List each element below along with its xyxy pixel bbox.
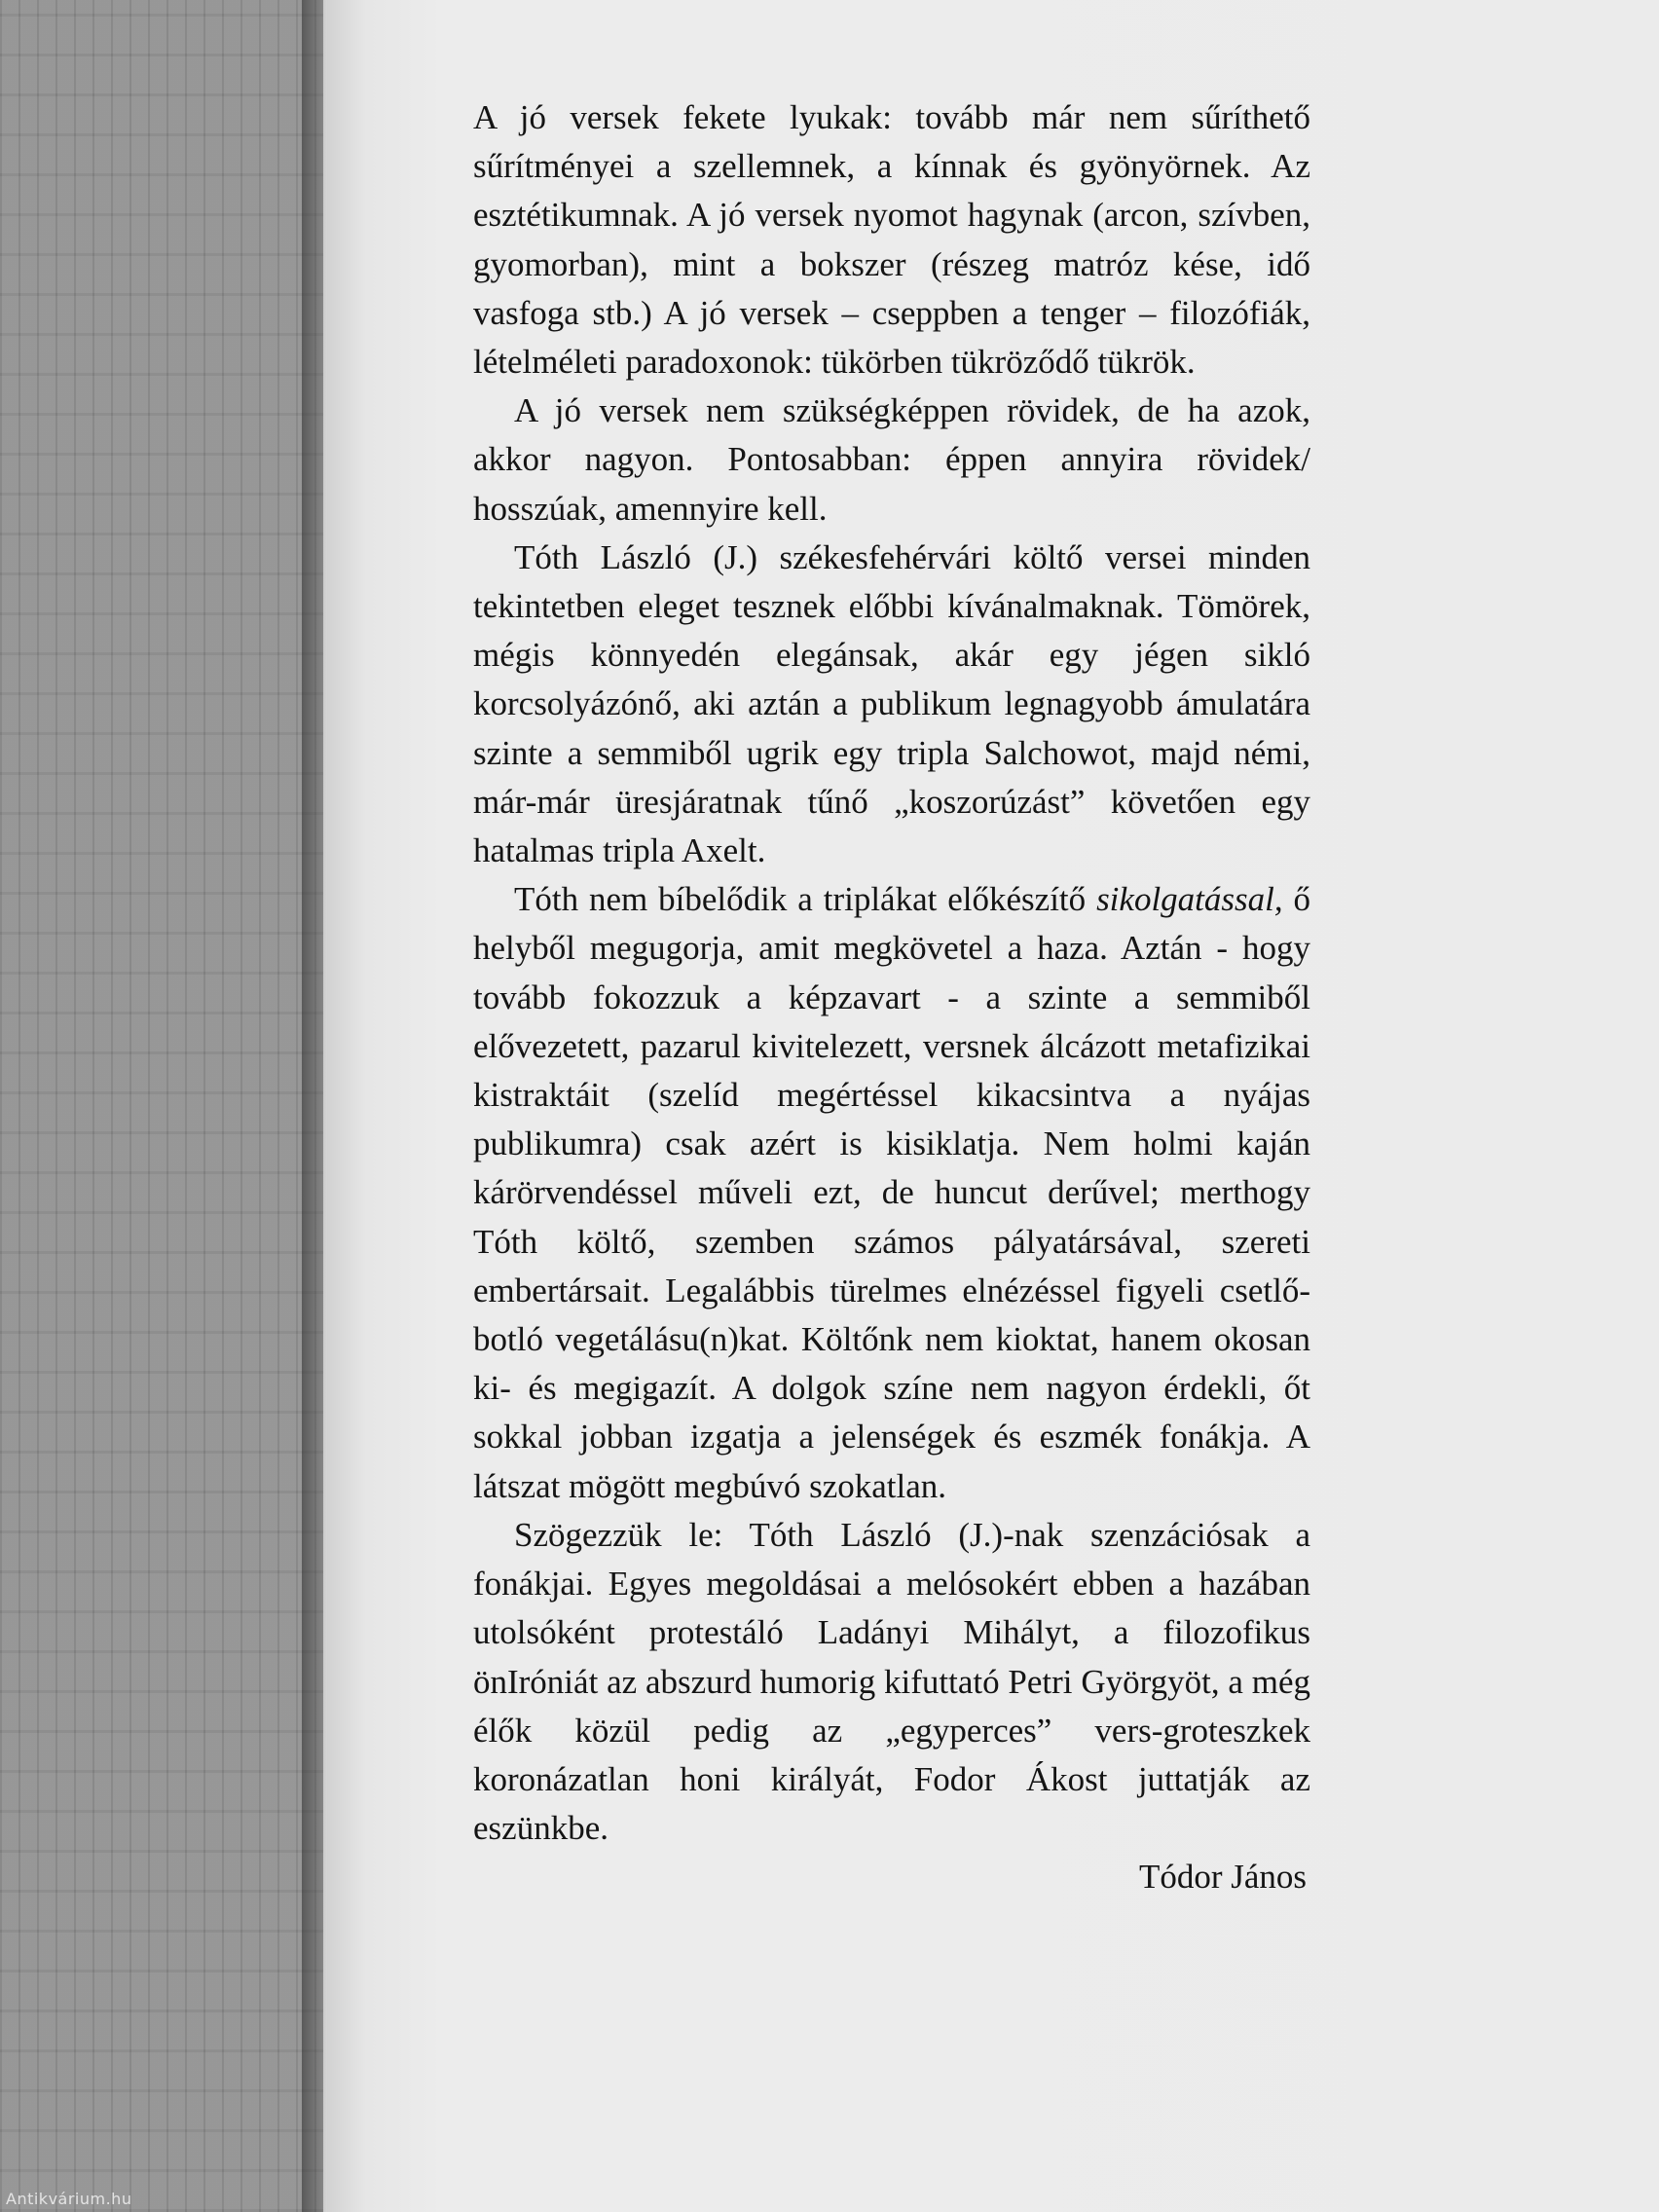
spine-shadow	[302, 0, 327, 2212]
paragraph-4-start: Tóth nem bíbelődik a triplákat előkészítő	[514, 880, 1087, 919]
back-cover-text	[473, 93, 1310, 1902]
paragraph-4	[473, 875, 1310, 1511]
paragraph-5: Szögezzük le: Tóth László (J.)-nak szenzációsak a fonákjai. Egyes megoldásai a melósokért ebben a hazában utolsóként protestáló Ladányi Mihályt, a filozofikus önIróniát az abszurd humorig kifuttató Petri Györgyöt, a még élők közül pedig az „egyperces” vers-groteszkek koronázatlan honi királyát, Fodor Ákost juttatják az eszünkbe.	[473, 1515, 1310, 1848]
paragraph-2: A jó versek nem szükségképpen rövidek, de ha azok, akkor nagyon. Pontosabban: éppen annyira rövidek/ hosszúak, amennyire kell.	[473, 391, 1310, 528]
author-signature: Tódor János	[1138, 1858, 1307, 1897]
paragraph-3: Tóth László (J.) székesfehérvári költő versei minden tekintetben eleget tesznek előbbi kívánalmaknak. Tömörek, mégis könnyedén elegánsak, akár egy jégen sikló korcsolyázónő, aki aztán a publikum legnagyobb ámulatára szinte a semmiből ugrik egy tripla Salchowot, majd némi, már-már üresjáratnak tűnő „koszorúzást” követően egy hatalmas tripla Axelt.	[473, 537, 1310, 870]
paragraph-4-rest: ő helyből megugorja, amit megkövetel a haza. Aztán - hogy tovább fokozzuk a képzavart - a szinte a semmiből elővezetett, pazarul kivitelezett, versnek álcázott metafizikai kistraktáit (szelíd megértéssel kikacsintva a nyájas publikumra) csak azért is kisiklatja. Nem holmi kaján kárörvendéssel műveli ezt, de huncut derűvel; merthogy Tóth költő, szemben számos pályatársával, szereti embertársait. Legalábbis türelmes elnézéssel figyeli csetlő-botló vegetálásu(n)kat. Költőnk nem kioktat, hanem okosan ki- és megigazít. A dolgok színe nem nagyon érdekli, őt sokkal jobban izgatja a jelenségek és eszmék fonákja. A látszat mögött megbúvó szokatlan.	[473, 880, 1311, 1505]
paragraph-1: A jó versek fekete lyukak: tovább már nem sűríthető sűrítményei a szellemnek, a kínnak és gyönyörnek. Az esztétikumnak. A jó versek nyomot hagynak (arcon, szívben, gyomorban), mint a bokszer (részeg matróz kése, idő vasfoga stb.) A jó versek – cseppben a tenger – filozófiák, lételméleti paradoxonok: tükörben tükröződő tükrök.	[473, 98, 1310, 382]
watermark: Antikvárium.hu	[6, 2190, 132, 2208]
book-spine	[0, 0, 323, 2212]
paragraph-4-italic: sikolgatással,	[1096, 880, 1283, 919]
